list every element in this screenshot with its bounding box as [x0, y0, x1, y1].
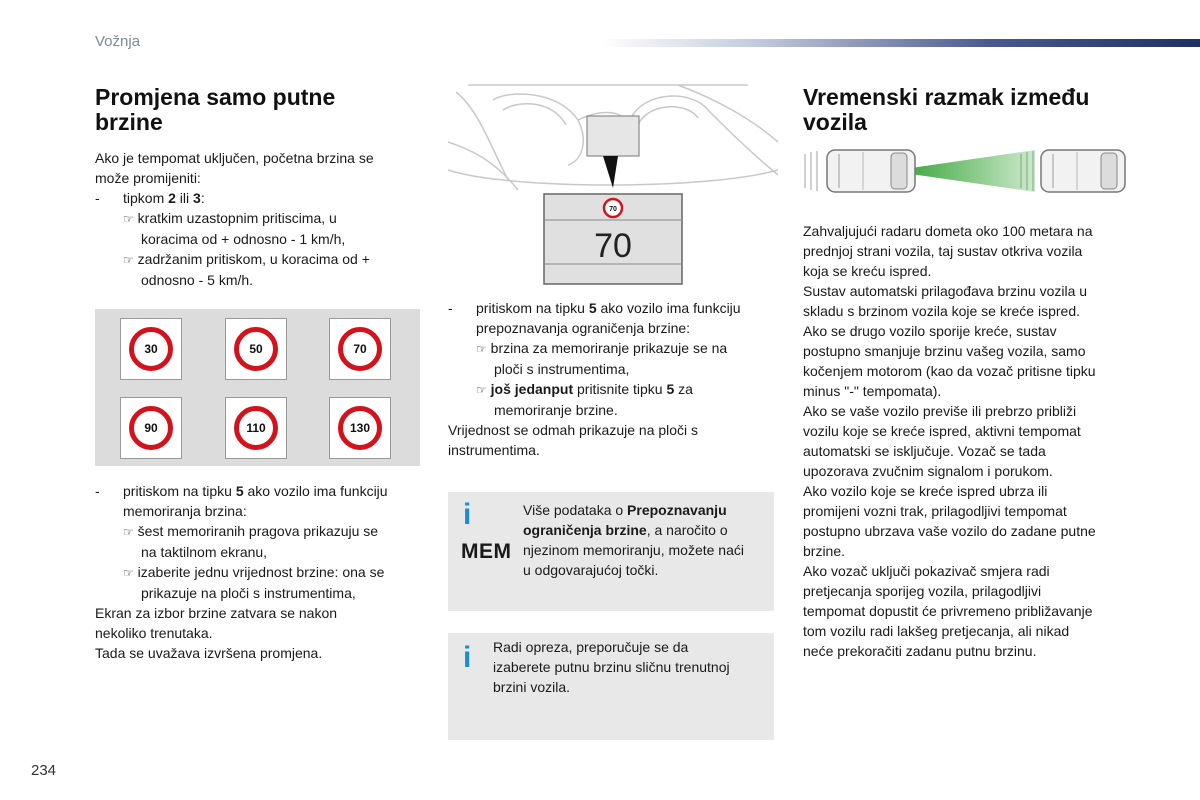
sub-bullet-select-value: ☞ izaberite jednu vrijednost brzine: ona se: [123, 564, 385, 580]
vehicle-distance-illustration: [803, 146, 1128, 196]
left-heading-line-2: brzine: [95, 109, 163, 135]
text-line: instrumentima.: [448, 442, 540, 458]
sub-bullet-long-press: ☞ zadržanim pritiskom, u koracima od +: [123, 251, 370, 267]
info-box-mem-text: Više podataka o Prepoznavanju ograničenja brzine, a naročito o njezinom memoriranju, možete naći u odgovarajućoj točki.: [523, 502, 744, 578]
right-heading: [803, 85, 1089, 135]
text-line: prikazuje na ploči s instrumentima,: [141, 585, 356, 601]
left-heading-line-1: Promjena samo putne: [95, 84, 336, 110]
text-line: prepoznavanja ograničenja brzine:: [476, 320, 691, 336]
speed-sign-50: 50: [225, 318, 287, 380]
speed-sign-130: 130: [329, 397, 391, 459]
left-text-block-1: [95, 148, 374, 290]
instrument-cluster-illustration: [448, 80, 778, 292]
bullet-key-5-recognition: - pritiskom na tipku 5 ako vozilo ima funkciju: [448, 300, 741, 316]
speed-sign-110: 110: [225, 397, 287, 459]
left-heading: [95, 85, 335, 135]
text-line: memoriranje brzine.: [494, 402, 618, 418]
text-line: na taktilnom ekranu,: [141, 544, 268, 560]
sub-bullet-short-press: ☞ kratkim uzastopnim pritiscima, u: [123, 210, 337, 226]
sub-bullet-press-again: ☞ još jedanput pritisnite tipku 5 za: [476, 381, 693, 397]
pointing-hand-icon: ☞: [123, 525, 134, 539]
speed-sign-30: 30: [120, 318, 182, 380]
text-line: može promijeniti:: [95, 170, 201, 186]
header-gradient-bar: [600, 39, 1200, 47]
pointing-hand-icon: ☞: [123, 566, 134, 580]
info-box-caution: [448, 633, 774, 740]
right-heading-line-1: Vremenski razmak između: [803, 84, 1090, 110]
van-own-icon: [827, 150, 915, 192]
sub-bullet-six-thresholds: ☞ šest memoriranih pragova prikazuju se: [123, 523, 379, 539]
bullet-keys-2-3: - tipkom 2 ili 3:: [95, 190, 205, 206]
cluster-big-speed-value: 70: [594, 227, 632, 265]
left-text-block-2: [95, 481, 388, 663]
pointing-hand-icon: ☞: [476, 342, 487, 356]
bullet-key-5-memory: - pritiskom na tipku 5 ako vozilo ima funkciju: [95, 483, 388, 499]
pointing-hand-icon: ☞: [123, 253, 134, 267]
pointing-hand-icon: ☞: [476, 383, 487, 397]
speed-signs-panel: [95, 309, 420, 466]
sub-bullet-displayed-speed: ☞ brzina za memoriranje prikazuje se na: [476, 340, 728, 356]
page-number: 234: [31, 762, 57, 779]
speed-sign-90: 90: [120, 397, 182, 459]
text-line: nekoliko trenutaka.: [95, 625, 213, 641]
text-line: koracima od + odnosno - 1 km/h,: [141, 231, 346, 247]
text-line: Ekran za izbor brzine zatvara se nakon: [95, 605, 338, 621]
info-box-mem: [448, 492, 774, 611]
text-line: Ako je tempomat uključen, početna brzina se: [95, 150, 374, 166]
cluster-small-sign-value: 70: [609, 206, 617, 213]
info-icon: i: [463, 498, 472, 531]
speed-sign-70: 70: [329, 318, 391, 380]
section-title: Vožnja: [95, 33, 141, 50]
right-text-block: Zahvaljujući radaru dometa oko 100 metara na prednjoj strani vozila, taj sustav otkriva vozila koja se kreću ispred. Sustav automatski prilagođava brzinu vozila u skladu s brzinom vozila koje se kreće ispred. Ako se drugo vozilo sporije kreće, sustav postupno smanjuje brzinu vašeg vozila, samo kočenjem motorom (kao da vozač pritisne tipku minus "-" tempomata). Ako se vaše vozilo previše ili prebrzo približi vozilu koje se kreće ispred, aktivni tempomat automatski se isključuje. Vozač se tada upozorava zvučnim signalom i porukom. Ako vozilo koje se kreće ispred ubrza ili promijeni vozni trak, prilagodljivi tempomat postupno ubrzava vaše vozilo do zadane putne brzine. Ako vozač uključi pokazivač smjera radi pretjecanja sporijeg vozila, prilagodljivi tempomat dopustit će privremeno približavanje tom vozilu radi lakšeg pretjecanja, ali nikad neće prekoračiti zadanu putnu brzinu.: [803, 223, 1096, 659]
van-ahead-icon: [1041, 150, 1125, 192]
pointing-hand-icon: ☞: [123, 212, 134, 226]
info-box-caution-text: Radi opreza, preporučuje se da izaberete putnu brzinu sličnu trenutnoj brzini vozila.: [493, 639, 730, 695]
right-heading-line-2: vozila: [803, 109, 867, 135]
mem-label: MEM: [461, 540, 512, 563]
text-line: Vrijednost se odmah prikazuje na ploči s: [448, 422, 699, 438]
middle-text-block: [448, 298, 741, 460]
text-line: Tada se uvažava izvršena promjena.: [95, 645, 323, 661]
info-icon: i: [463, 641, 472, 674]
text-line: memoriranja brzina:: [123, 503, 247, 519]
text-line: ploči s instrumentima,: [494, 361, 630, 377]
text-line: odnosno - 5 km/h.: [141, 272, 254, 288]
